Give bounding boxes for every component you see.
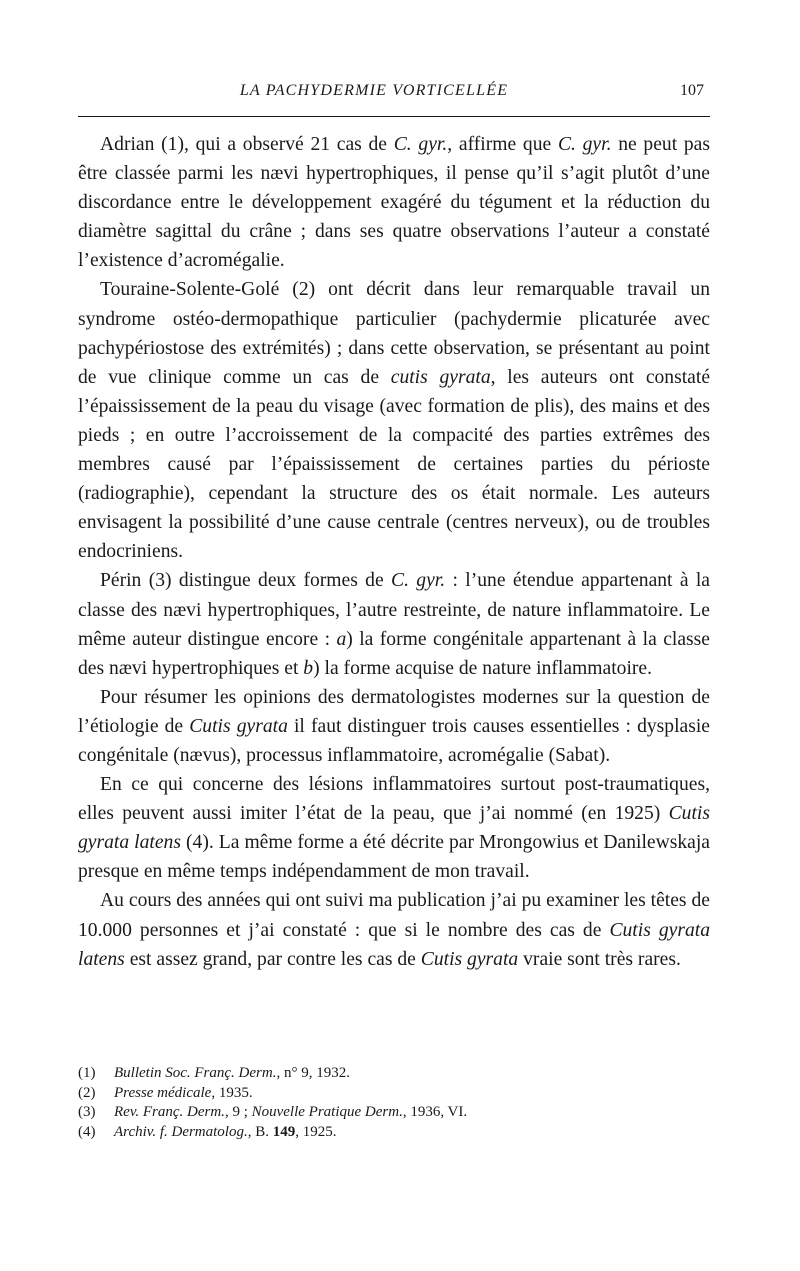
- running-title: LA PACHYDERMIE VORTICELLÉE: [239, 82, 509, 99]
- italic-run: C. gyr.: [557, 134, 612, 155]
- italic-run: Cutis gyrata latens: [78, 803, 710, 854]
- text-run: est assez grand, par contre les cas de: [124, 948, 421, 970]
- footnote: [78, 1064, 710, 1084]
- text-run: Adrian (1), qui a observé 21 cas de: [100, 134, 394, 155]
- bold-run: 149: [272, 1123, 296, 1140]
- text-run: Au cours des années qui ont suivi ma publication j’ai pu examiner les têtes de 10.000 personnes et j’ai constaté : que si le nombre des cas de: [78, 890, 710, 941]
- italic-run: Bulletin Soc. Franç. Derm.: [114, 1065, 277, 1081]
- italic-run: C. gyr.: [393, 134, 448, 155]
- paragraph: [78, 566, 710, 682]
- footnotes: [78, 1064, 710, 1142]
- footnote-text: [114, 1065, 350, 1081]
- text-run: (4). La même forme a été décrite par Mrongowius et Danilewskaja presque en même temps indépendamment de mon travail.: [78, 832, 711, 883]
- italic-run: Nouvelle Pratique Derm.: [251, 1104, 403, 1120]
- italic-run: Cutis gyrata: [189, 715, 288, 737]
- text-run: ) la forme congénitale appartenant à la classe des nævi hypertrophiques et: [78, 628, 710, 679]
- text-run: , affirme que: [447, 134, 558, 155]
- header-rule: [78, 116, 710, 117]
- paragraph: [78, 130, 710, 275]
- italic-run: Cutis gyrata: [420, 948, 519, 970]
- text-run: En ce qui concerne des lésions inflammatoires surtout post-traumatiques, elles peuvent aussi imiter l’état de la peau, que j’ai nommé (en 1925): [78, 774, 710, 825]
- body-text: [78, 130, 710, 974]
- page-number: 107: [680, 82, 704, 99]
- italic-run: Presse médicale: [114, 1084, 212, 1101]
- text-run: , 1925.: [295, 1123, 337, 1140]
- footnote-text: [114, 1085, 253, 1101]
- paragraph: [78, 886, 710, 973]
- text-run: Pour résumer les opinions des dermatologistes modernes sur la question de l’étiologie de: [78, 686, 710, 737]
- text-run: vraie sont très rares.: [518, 948, 681, 970]
- text-run: ) la forme acquise de nature inflammatoire.: [313, 657, 653, 679]
- italic-run: Archiv. f. Dermatolog.: [114, 1123, 248, 1140]
- text-run: , les auteurs ont constaté l’épaississement de la peau du visage (avec formation de plis), des mains et des pieds ; en outre l’accroissement de la compacité des parties extrêmes des membres causé par l’épaississement de certaines parties du périoste (radiographie), cependant la structure des os était normale. Les auteurs envisagent la possibilité d’une cause centrale (centres nerveux), ou de troubles endocriniens.: [78, 366, 711, 563]
- footnote: [78, 1103, 710, 1123]
- footnote-number: (3): [78, 1104, 96, 1120]
- text-run: ne peut pas être classée parmi les nævi hypertrophiques, il pense qu’il s’agit plutôt d’une discordance entre le développement exagéré du tégument et la réduction du diamètre sagittal du crâne ; dans ses quatre observations l’auteur a constaté l’existence d’acromégalie.: [78, 134, 711, 272]
- italic-run: b: [303, 657, 314, 679]
- footnote-text: [114, 1104, 467, 1120]
- text-run: , 9 ;: [224, 1104, 252, 1120]
- text-run: : l’une étendue appartenant à la classe des nævi hypertrophiques, l’autre restreinte, de nature inflammatoire. Le même auteur distingue encore :: [78, 570, 710, 650]
- footnote-number: (4): [78, 1123, 96, 1140]
- text-run: , 1935.: [211, 1084, 253, 1101]
- italic-run: Rev. Franç. Derm.: [114, 1104, 225, 1120]
- text-run: , n° 9, 1932.: [276, 1065, 350, 1081]
- italic-run: Cutis gyrata latens: [78, 919, 710, 970]
- paragraph: [78, 683, 710, 770]
- text-run: Périn (3) distingue deux formes de: [100, 570, 392, 592]
- text-run: il faut distinguer trois causes essentielles : dysplasie congénitale (nævus), processus inflammatoire, acromégalie (Sabat).: [78, 715, 710, 766]
- footnote-text: [114, 1124, 337, 1140]
- footnote: [78, 1084, 710, 1104]
- footnote-number: (2): [78, 1084, 96, 1101]
- footnote-number: (1): [78, 1065, 96, 1081]
- italic-run: cutis gyrata: [390, 366, 491, 388]
- italic-run: C. gyr.: [391, 570, 446, 592]
- footnote: [78, 1123, 710, 1143]
- italic-run: a: [336, 628, 347, 650]
- paragraph: [78, 275, 710, 566]
- running-header: [78, 82, 710, 110]
- paragraph: [78, 770, 710, 886]
- text-run: , B.: [247, 1123, 273, 1140]
- text-run: Touraine-Solente-Golé (2) ont décrit dans leur remarquable travail un syndrome ostéo-dermopathique particulier (pachydermie plicaturée avec pachypériostose des extrémités) ; dans cette observation, se présentant au point de vue clinique comme un cas de: [78, 279, 710, 388]
- text-run: , 1936, VI.: [402, 1104, 468, 1120]
